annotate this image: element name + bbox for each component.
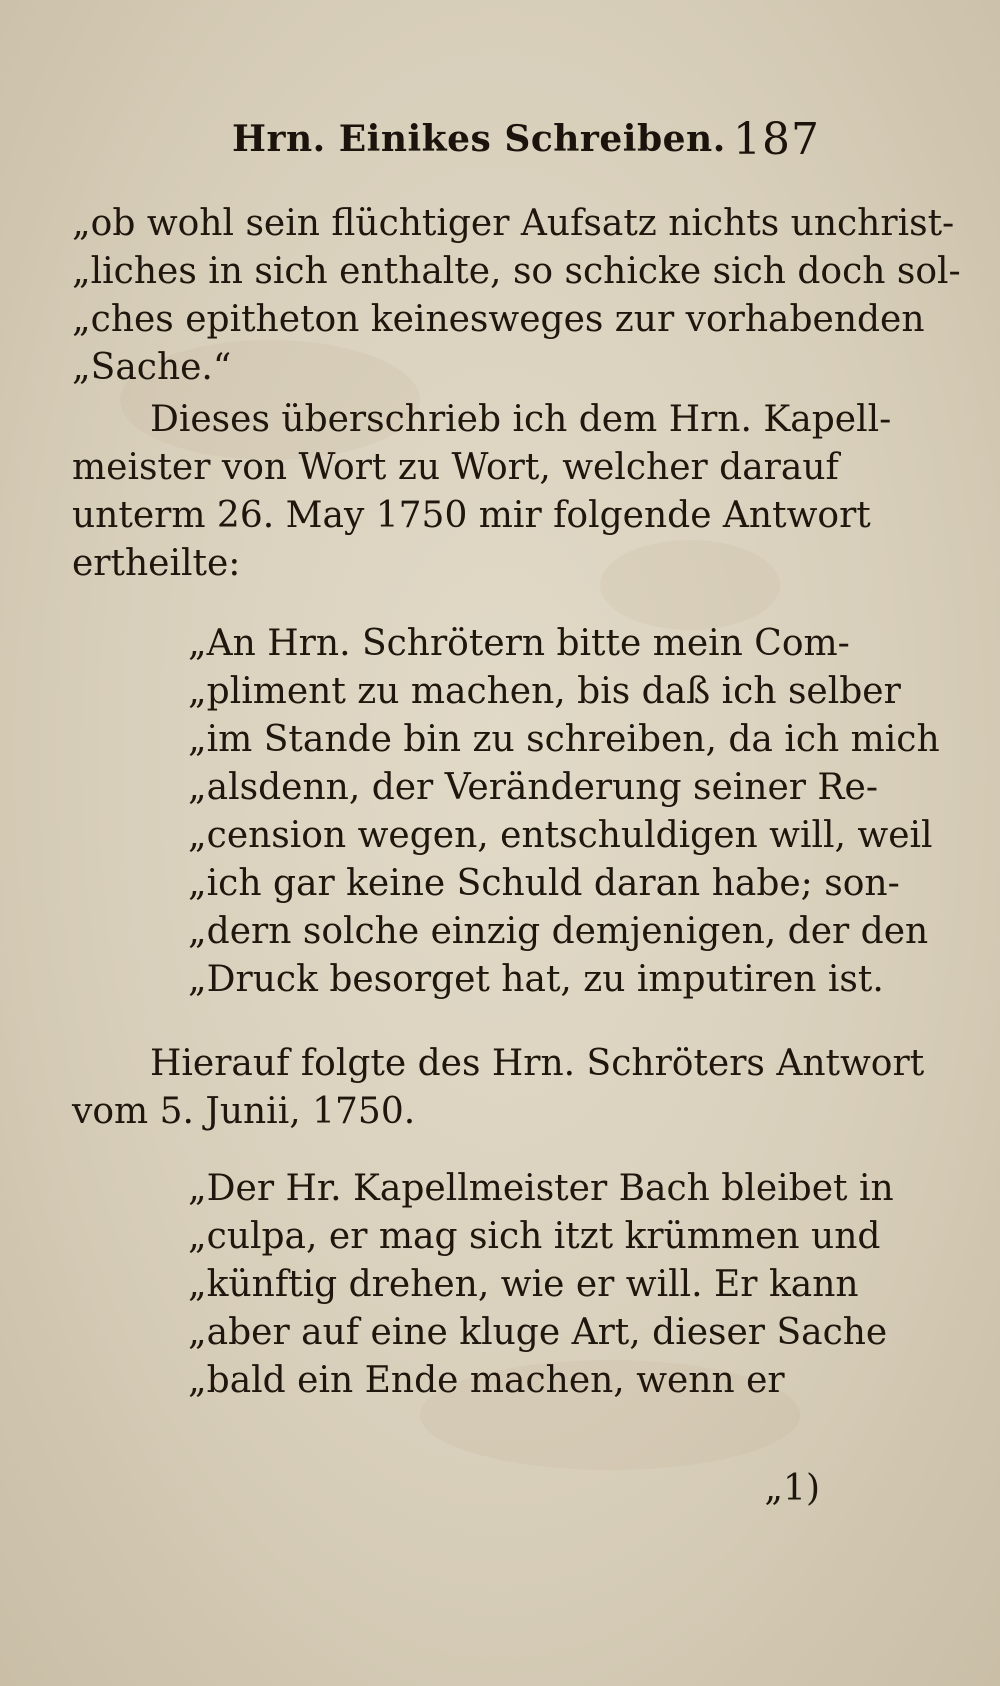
text-line: „Der Hr. Kapellmeister Bach bleibet in bbox=[188, 1168, 894, 1209]
text-line: „bald ein Ende machen, wenn er bbox=[188, 1360, 785, 1401]
catchword: „1) bbox=[764, 1468, 820, 1509]
paragraph-quoted-letter bbox=[188, 620, 940, 1004]
text-line: „im Stande bin zu schreiben, da ich mich bbox=[188, 719, 940, 760]
text-line: „An Hrn. Schrötern bitte mein Com- bbox=[188, 623, 850, 664]
paragraph-quote-continuation bbox=[72, 200, 961, 392]
text-line: „cension wegen, entschuldigen will, weil bbox=[188, 815, 933, 856]
text-line: „Druck besorget hat, zu imputiren ist. bbox=[188, 959, 884, 1000]
text-line: „dern solche einzig demjenigen, der den bbox=[188, 911, 929, 952]
text-line: „culpa, er mag sich itzt krümmen und bbox=[188, 1216, 881, 1257]
text-line: Dieses überschrieb ich dem Hrn. Kapell- bbox=[150, 399, 892, 440]
text-line: ertheilte: bbox=[72, 543, 241, 584]
paragraph-narrative bbox=[72, 396, 892, 588]
page-number: 187 bbox=[733, 114, 820, 165]
text-line: vom 5. Junii, 1750. bbox=[72, 1091, 416, 1132]
text-line: meister von Wort zu Wort, welcher darauf bbox=[72, 447, 839, 488]
paragraph-quoted-letter bbox=[188, 1165, 894, 1405]
text-line: „ich gar keine Schuld daran habe; son- bbox=[188, 863, 900, 904]
text-line: „ches epitheton keinesweges zur vorhabenden bbox=[72, 299, 925, 340]
text-line: „aber auf eine kluge Art, dieser Sache bbox=[188, 1312, 888, 1353]
text-line: „ob wohl sein flüchtiger Aufsatz nichts unchrist- bbox=[72, 203, 955, 244]
page-header bbox=[232, 114, 820, 178]
text-line: unterm 26. May 1750 mir folgende Antwort bbox=[72, 495, 871, 536]
text-line: „liches in sich enthalte, so schicke sich doch sol- bbox=[72, 251, 961, 292]
text-line: „pliment zu machen, bis daß ich selber bbox=[188, 671, 901, 712]
text-line: „künftig drehen, wie er will. Er kann bbox=[188, 1264, 859, 1305]
text-line: „Sache.“ bbox=[72, 347, 232, 388]
paragraph-narrative bbox=[72, 1040, 925, 1136]
text-line: Hierauf folgte des Hrn. Schröters Antwort bbox=[150, 1043, 925, 1084]
text-line: „alsdenn, der Veränderung seiner Re- bbox=[188, 767, 878, 808]
running-title: Hrn. Einikes Schreiben. bbox=[232, 118, 726, 160]
